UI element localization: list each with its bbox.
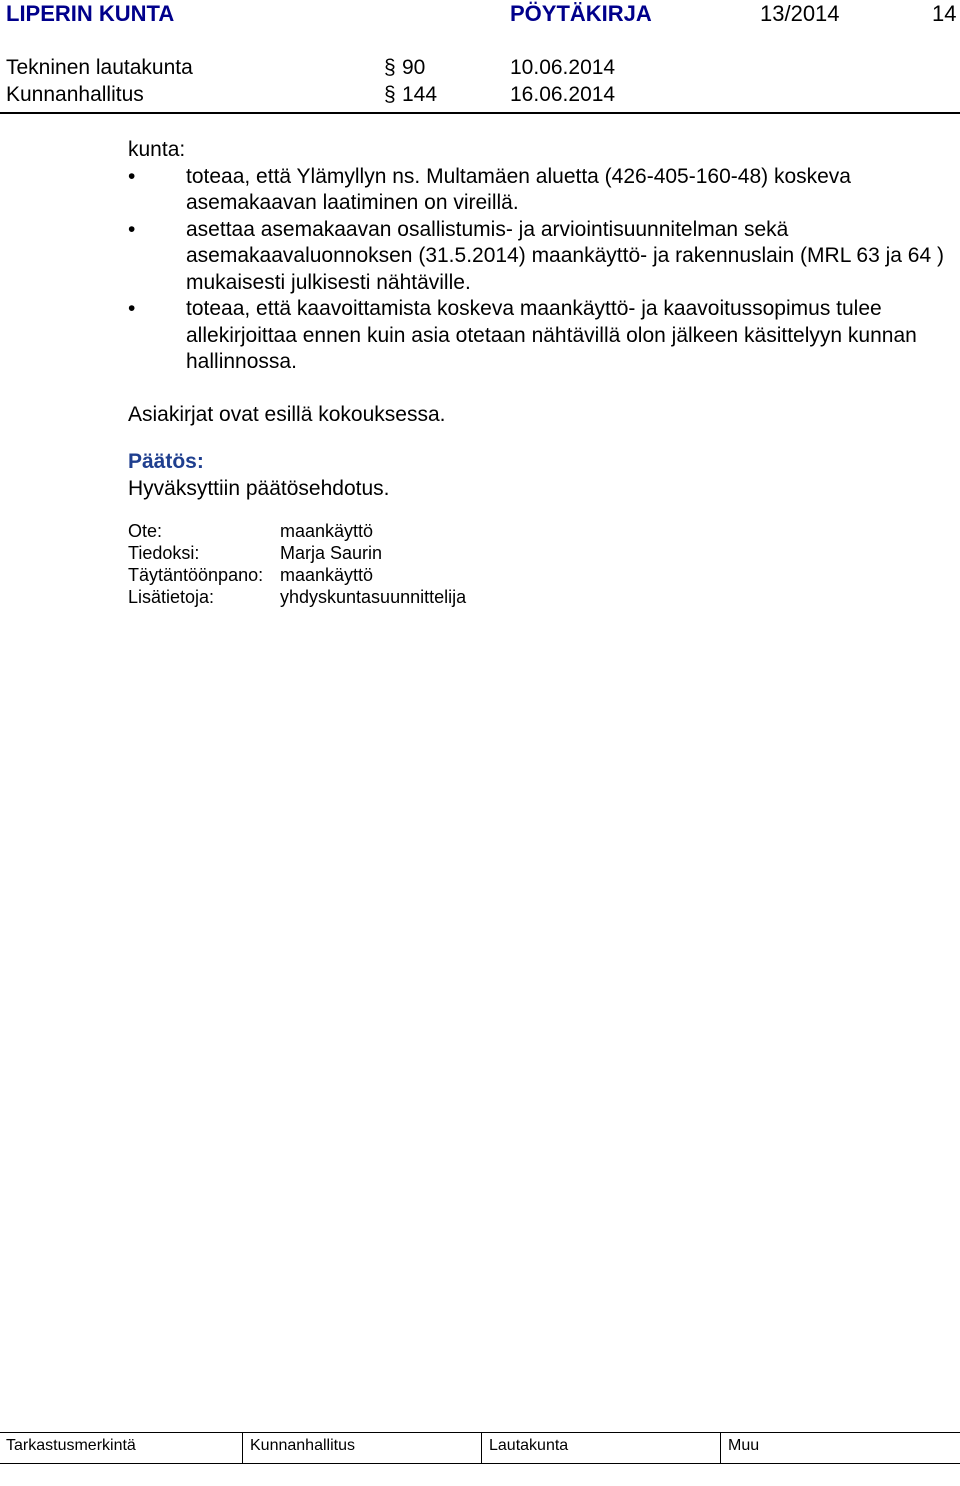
distribution-label: Lisätietoja: [128, 587, 215, 607]
footer-committee-label: Lautakunta [489, 1437, 569, 1454]
table-row [128, 586, 466, 608]
distribution-value: yhdyskuntasuunnittelija [280, 587, 467, 607]
distribution-label: Ote: [128, 521, 163, 541]
document-type: PÖYTÄKIRJA [510, 1, 652, 26]
distribution-value: maankäyttö [280, 565, 374, 585]
footer-other-label: Muu [728, 1437, 760, 1454]
intro-text: kunta: [128, 138, 186, 161]
documents-note: Asiakirjat ovat esillä kokouksessa. [128, 402, 446, 426]
table-row [128, 542, 466, 564]
signature-footer [0, 1432, 960, 1464]
section-mark-icon: § [384, 56, 396, 79]
header-divider [0, 112, 960, 114]
section-number: 144 [402, 83, 438, 106]
page-number: 14 [932, 1, 957, 26]
document-number: 13/2014 [760, 1, 840, 26]
document-body [128, 137, 958, 608]
footer-board-label: Kunnanhallitus [250, 1437, 355, 1454]
meeting-body: Kunnanhallitus [6, 83, 144, 106]
decision-text: Hyväksyttiin päätösehdotus. [128, 476, 390, 500]
table-row [128, 564, 466, 586]
section-mark-icon: § [384, 83, 396, 106]
distribution-value: Marja Saurin [280, 543, 383, 563]
section-number: 90 [402, 56, 426, 79]
distribution-label: Täytäntöönpano: [128, 565, 264, 585]
municipality-name: LIPERIN KUNTA [6, 1, 175, 26]
list-item: • asettaa asemakaavan osallistumis- ja arviointisuunnitelman sekä asemakaavaluonnoksen (31.5.2014) maankäyttö- ja rakennuslain (MRL 63 ja 64 ) mukaisesti julkisesti nähtäville. [128, 217, 958, 297]
distribution-label: Tiedoksi: [128, 543, 200, 563]
list-item: • toteaa, että kaavoittamista koskeva maankäyttö- ja kaavoitussopimus tulee allekirjoittaa ennen kuin asia otetaan nähtävillä olon jälkeen käsittelyyn kunnan hallinnossa. [128, 296, 958, 376]
table-row [128, 520, 466, 542]
decision-proposal-list [128, 164, 958, 376]
footer-inspection-label: Tarkastusmerkintä [6, 1437, 136, 1454]
meeting-date: 16.06.2014 [510, 83, 616, 106]
distribution-value: maankäyttö [280, 521, 374, 541]
meeting-body: Tekninen lautakunta [6, 56, 193, 79]
distribution-table [128, 520, 466, 608]
meeting-date: 10.06.2014 [510, 56, 616, 79]
decision-heading: Päätös: [128, 450, 204, 473]
list-item: • toteaa, että Ylämyllyn ns. Multamäen aluetta (426-405-160-48) koskeva asemakaavan laatiminen on vireillä. [128, 164, 958, 217]
